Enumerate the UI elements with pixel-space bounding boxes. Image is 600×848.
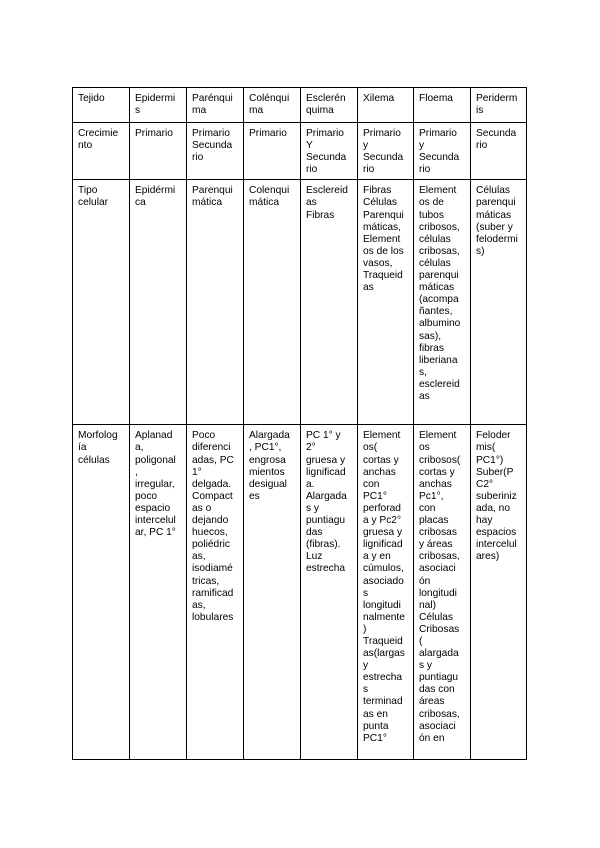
- table-cell: Alargada , PC1°, engrosa mientos desigual es: [244, 425, 301, 760]
- row-label-tipo-celular: Tipo celular: [73, 180, 130, 425]
- table-cell: Element os( cortas y anchas con PC1° perforad a y Pc2° gruesa y lignificad a y en cúmulos, asociado s longitudi nalmente ) Traqueid as(largas y estrecha s terminad as en punta PC1°: [358, 425, 414, 760]
- row-label-crecimiento: Crecimie nto: [73, 123, 130, 180]
- header-cell-colenquima: Colénqui ma: [244, 88, 301, 123]
- header-cell-floema: Floema: [414, 88, 471, 123]
- table-cell: Fibras Células Parenqui máticas, Element os de los vasos, Traqueid as: [358, 180, 414, 425]
- table-cell: Colenqui mática: [244, 180, 301, 425]
- header-cell-tejido: Tejido: [73, 88, 130, 123]
- header-cell-parenquima: Parénqui ma: [187, 88, 244, 123]
- table-cell: Element os de tubos cribosos, células cribosas, células parenqui máticas (acompa ñantes, albumino sas), fibras liberiana s, esclereid as: [414, 180, 471, 425]
- table-cell: Esclereid as Fibras: [301, 180, 358, 425]
- table-row-crecimiento: [73, 123, 527, 180]
- table-cell: Element os cribosos( cortas y anchas Pc1°, con placas cribosas y áreas cribosas, asociaci ón longitudi nal) Células Cribosas ( alargada s y puntiagu das con áreas cribosas, asociaci ón en: [414, 425, 471, 760]
- table-cell: Primario Secunda rio: [187, 123, 244, 180]
- tissue-comparison-table: [72, 87, 527, 760]
- table-cell: Poco diferenci adas, PC 1° delgada. Compact as o dejando huecos, poliédric as, isodiamé tricas, ramificad as, lobulares: [187, 425, 244, 760]
- table-cell: Aplanad a, poligonal , irregular, poco espacio intercelul ar, PC 1°: [130, 425, 187, 760]
- table-cell: PC 1° y 2° gruesa y lignificad a. Alargada s y puntiagu das (fibras). Luz estrecha: [301, 425, 358, 760]
- table-cell: Feloder mis( PC1°) Suber(P C2° suberiniz ada, no hay espacios intercelul ares): [471, 425, 527, 760]
- header-cell-peridermis: Periderm is: [471, 88, 527, 123]
- table-cell: Primario y Secunda rio: [358, 123, 414, 180]
- table-cell: Secunda rio: [471, 123, 527, 180]
- header-cell-epidermis: Epidermi s: [130, 88, 187, 123]
- table-cell: Parenqui mática: [187, 180, 244, 425]
- table-cell: Células parenqui máticas (suber y felodermi s): [471, 180, 527, 425]
- table-row-tipo-celular: [73, 180, 527, 425]
- table-row-morfologia: [73, 425, 527, 760]
- table-header-row: [73, 88, 527, 123]
- table-cell: Primario: [244, 123, 301, 180]
- header-cell-xilema: Xilema: [358, 88, 414, 123]
- row-label-morfologia: Morfolog ía células: [73, 425, 130, 760]
- table-cell: Primario Y Secunda rio: [301, 123, 358, 180]
- table-cell: Primario y Secunda rio: [414, 123, 471, 180]
- header-cell-esclerenquima: Esclerén quima: [301, 88, 358, 123]
- table-cell: Primario: [130, 123, 187, 180]
- table-cell: Epidérmi ca: [130, 180, 187, 425]
